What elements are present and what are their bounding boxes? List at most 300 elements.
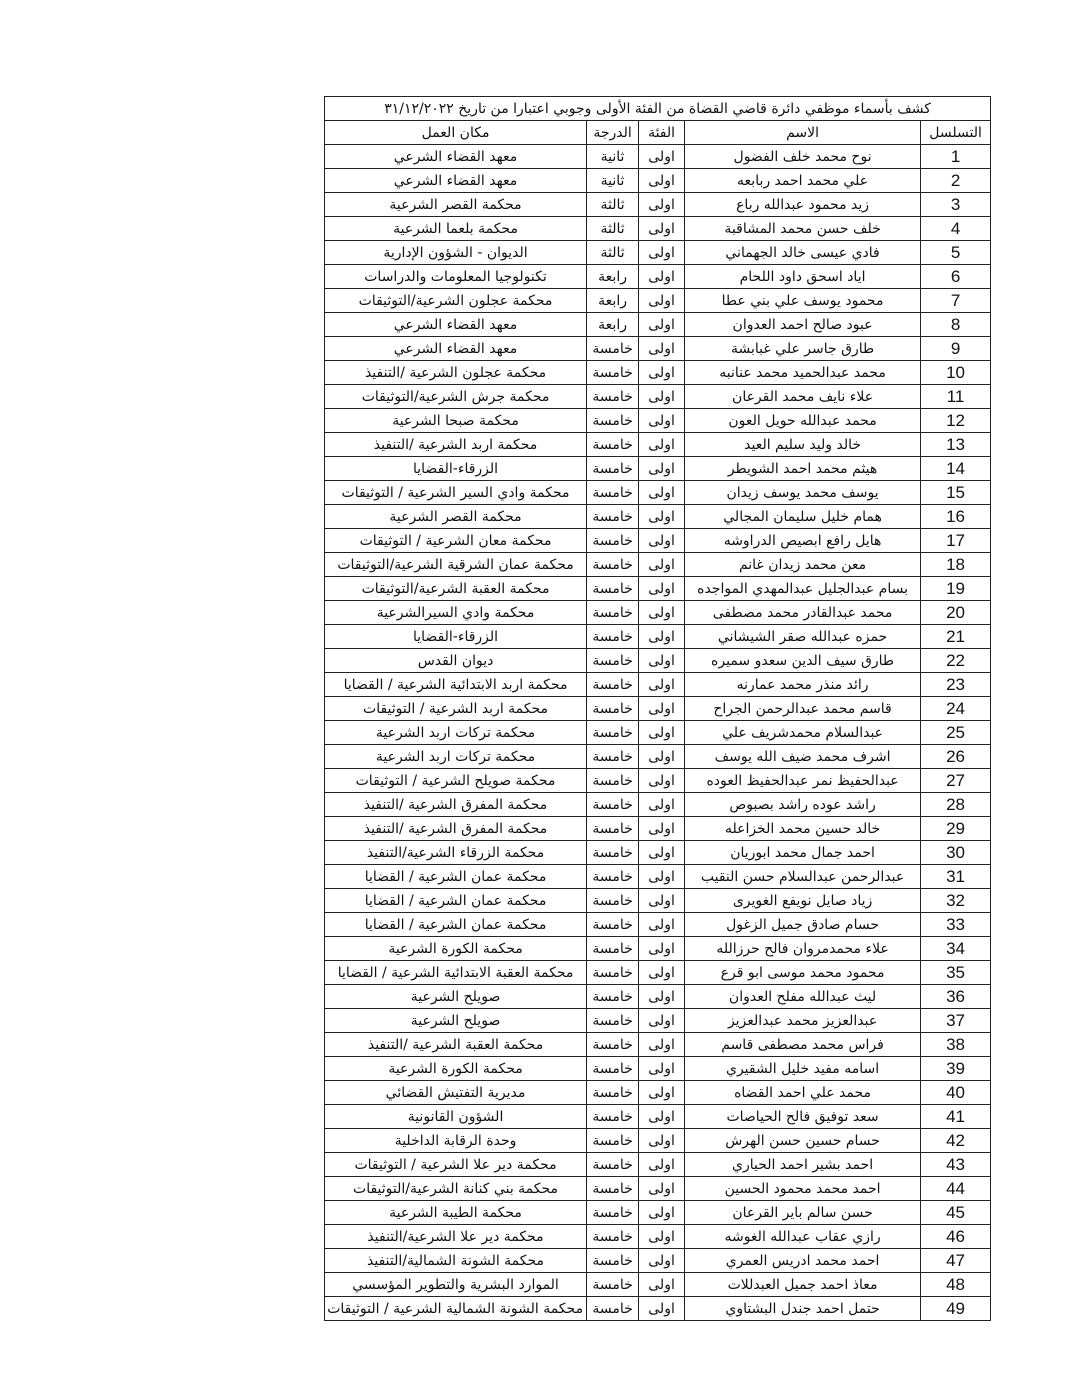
cell-category: اولى <box>639 481 685 505</box>
cell-name: معن محمد زيدان غانم <box>685 553 921 577</box>
table-row <box>325 937 991 961</box>
table-row <box>325 289 991 313</box>
cell-seq: 31 <box>921 865 991 889</box>
cell-grade: ثالثة <box>587 241 639 265</box>
table-row <box>325 145 991 169</box>
cell-name: خالد حسين محمد الخزاعله <box>685 817 921 841</box>
cell-name: فراس محمد مصطفى قاسم <box>685 1033 921 1057</box>
cell-seq: 24 <box>921 697 991 721</box>
cell-workplace: محكمة الزرقاء الشرعية/التنفيذ <box>325 841 587 865</box>
cell-grade: خامسة <box>587 481 639 505</box>
table-row <box>325 1249 991 1273</box>
table-row <box>325 817 991 841</box>
table-row <box>325 865 991 889</box>
cell-seq: 2 <box>921 169 991 193</box>
cell-workplace: صويلح الشرعية <box>325 1009 587 1033</box>
cell-name: عبدالعزيز محمد عبدالعزيز <box>685 1009 921 1033</box>
cell-name: عبدالرحمن عبدالسلام حسن النقيب <box>685 865 921 889</box>
cell-grade: رابعة <box>587 313 639 337</box>
cell-category: اولى <box>639 721 685 745</box>
table-row <box>325 217 991 241</box>
cell-name: معاذ احمد جميل العبدللات <box>685 1273 921 1297</box>
table-row <box>325 889 991 913</box>
cell-workplace: محكمة معان الشرعية / التوثيقات <box>325 529 587 553</box>
cell-grade: خامسة <box>587 817 639 841</box>
cell-seq: 14 <box>921 457 991 481</box>
cell-grade: خامسة <box>587 1249 639 1273</box>
cell-grade: خامسة <box>587 1201 639 1225</box>
cell-name: هيثم محمد احمد الشويطر <box>685 457 921 481</box>
cell-category: اولى <box>639 793 685 817</box>
header-category: الفئة <box>639 121 685 145</box>
cell-seq: 30 <box>921 841 991 865</box>
cell-grade: خامسة <box>587 553 639 577</box>
cell-workplace: محكمة الشونة الشمالية الشرعية / التوثيقات <box>325 1297 587 1321</box>
table-row <box>325 649 991 673</box>
table-row <box>325 1297 991 1321</box>
cell-grade: خامسة <box>587 1105 639 1129</box>
cell-name: احمد جمال محمد ابوريان <box>685 841 921 865</box>
cell-category: اولى <box>639 1009 685 1033</box>
cell-workplace: محكمة الكورة الشرعية <box>325 937 587 961</box>
table-row <box>325 1129 991 1153</box>
cell-workplace: محكمة اربد الشرعية / التوثيقات <box>325 697 587 721</box>
cell-category: اولى <box>639 769 685 793</box>
cell-workplace: الموارد البشرية والتطوير المؤسسي <box>325 1273 587 1297</box>
table-row <box>325 841 991 865</box>
cell-workplace: محكمة الطيبة الشرعية <box>325 1201 587 1225</box>
cell-seq: 33 <box>921 913 991 937</box>
cell-seq: 9 <box>921 337 991 361</box>
cell-seq: 20 <box>921 601 991 625</box>
cell-seq: 6 <box>921 265 991 289</box>
cell-workplace: الزرقاء-القضايا <box>325 625 587 649</box>
table-row <box>325 601 991 625</box>
cell-seq: 1 <box>921 145 991 169</box>
cell-seq: 7 <box>921 289 991 313</box>
cell-name: حسن سالم باير القرعان <box>685 1201 921 1225</box>
cell-name: علي محمد احمد ربابعه <box>685 169 921 193</box>
document-title: كشف بأسماء موظفي دائرة قاضي القضاة من الفئة الأولى وجوبي اعتبارا من تاريخ ٣١/١٢/٢٠٢٢ <box>325 97 991 121</box>
cell-workplace: صويلح الشرعية <box>325 985 587 1009</box>
header-grade: الدرجة <box>587 121 639 145</box>
cell-name: خالد وليد سليم العيد <box>685 433 921 457</box>
cell-seq: 27 <box>921 769 991 793</box>
cell-category: اولى <box>639 1057 685 1081</box>
cell-seq: 47 <box>921 1249 991 1273</box>
cell-seq: 38 <box>921 1033 991 1057</box>
cell-seq: 10 <box>921 361 991 385</box>
cell-name: ليث عبدالله مفلح العدوان <box>685 985 921 1009</box>
employee-table <box>324 96 991 1321</box>
cell-category: اولى <box>639 1129 685 1153</box>
cell-seq: 12 <box>921 409 991 433</box>
cell-category: اولى <box>639 673 685 697</box>
cell-grade: خامسة <box>587 697 639 721</box>
cell-workplace: محكمة القصر الشرعية <box>325 193 587 217</box>
cell-workplace: محكمة وادي السير الشرعية / التوثيقات <box>325 481 587 505</box>
cell-name: عبود صالح احمد العدوان <box>685 313 921 337</box>
cell-workplace: محكمة اربد الشرعية /التنفيذ <box>325 433 587 457</box>
cell-grade: خامسة <box>587 385 639 409</box>
cell-workplace: معهد القضاء الشرعي <box>325 169 587 193</box>
table-row <box>325 625 991 649</box>
cell-grade: خامسة <box>587 649 639 673</box>
cell-workplace: محكمة صويلح الشرعية / التوثيقات <box>325 769 587 793</box>
cell-category: اولى <box>639 505 685 529</box>
table-row <box>325 769 991 793</box>
cell-grade: رابعة <box>587 289 639 313</box>
cell-seq: 49 <box>921 1297 991 1321</box>
cell-seq: 11 <box>921 385 991 409</box>
cell-name: زياد صايل نويفع الغويرى <box>685 889 921 913</box>
cell-name: عبدالحفيظ نمر عبدالحفيظ العوده <box>685 769 921 793</box>
cell-grade: خامسة <box>587 841 639 865</box>
cell-seq: 48 <box>921 1273 991 1297</box>
cell-workplace: محكمة العقبة الابتدائية الشرعية / القضايا <box>325 961 587 985</box>
table-row <box>325 457 991 481</box>
cell-seq: 4 <box>921 217 991 241</box>
cell-name: راشد عوده راشد بصبوص <box>685 793 921 817</box>
cell-category: اولى <box>639 1297 685 1321</box>
cell-workplace: محكمة القصر الشرعية <box>325 505 587 529</box>
table-row <box>325 913 991 937</box>
cell-grade: خامسة <box>587 337 639 361</box>
cell-workplace: مديرية التفتيش القضائي <box>325 1081 587 1105</box>
cell-name: حمزه عبدالله صقر الشيشاني <box>685 625 921 649</box>
cell-name: يوسف محمد يوسف زيدان <box>685 481 921 505</box>
cell-workplace: محكمة تركات اربد الشرعية <box>325 745 587 769</box>
cell-seq: 23 <box>921 673 991 697</box>
cell-grade: خامسة <box>587 985 639 1009</box>
cell-name: اياد اسحق داود اللحام <box>685 265 921 289</box>
cell-category: اولى <box>639 1177 685 1201</box>
cell-category: اولى <box>639 313 685 337</box>
table-row <box>325 337 991 361</box>
cell-workplace: وحدة الرقابة الداخلية <box>325 1129 587 1153</box>
table-row <box>325 361 991 385</box>
cell-category: اولى <box>639 361 685 385</box>
cell-name: محمد عبدالحميد محمد عنانبه <box>685 361 921 385</box>
header-workplace: مكان العمل <box>325 121 587 145</box>
table-row <box>325 1033 991 1057</box>
cell-category: اولى <box>639 145 685 169</box>
cell-name: فادي عيسى خالد الجهماني <box>685 241 921 265</box>
cell-grade: خامسة <box>587 889 639 913</box>
table-row <box>325 313 991 337</box>
table-row <box>325 577 991 601</box>
cell-name: احمد محمد ادريس العمري <box>685 1249 921 1273</box>
cell-workplace: محكمة صبحا الشرعية <box>325 409 587 433</box>
cell-seq: 35 <box>921 961 991 985</box>
cell-category: اولى <box>639 697 685 721</box>
cell-workplace: معهد القضاء الشرعي <box>325 145 587 169</box>
cell-category: اولى <box>639 289 685 313</box>
cell-category: اولى <box>639 193 685 217</box>
cell-workplace: محكمة العقبة الشرعية/التوثيقات <box>325 577 587 601</box>
cell-workplace: محكمة عجلون الشرعية/التوثيقات <box>325 289 587 313</box>
table-row <box>325 961 991 985</box>
cell-name: احمد بشير احمد الحياري <box>685 1153 921 1177</box>
cell-name: علاء نايف محمد القرعان <box>685 385 921 409</box>
cell-grade: خامسة <box>587 529 639 553</box>
cell-name: سعد توفيق فالح الحياصات <box>685 1105 921 1129</box>
table-row <box>325 169 991 193</box>
cell-name: حسام حسين حسن الهرش <box>685 1129 921 1153</box>
cell-grade: خامسة <box>587 1009 639 1033</box>
cell-name: محمود محمد موسى ابو قرع <box>685 961 921 985</box>
table-row <box>325 481 991 505</box>
cell-seq: 19 <box>921 577 991 601</box>
cell-seq: 18 <box>921 553 991 577</box>
cell-workplace: محكمة المفرق الشرعية /التنفيذ <box>325 817 587 841</box>
cell-grade: خامسة <box>587 601 639 625</box>
cell-seq: 44 <box>921 1177 991 1201</box>
cell-category: اولى <box>639 625 685 649</box>
cell-grade: خامسة <box>587 1225 639 1249</box>
cell-seq: 41 <box>921 1105 991 1129</box>
table-row <box>325 745 991 769</box>
cell-grade: خامسة <box>587 913 639 937</box>
cell-name: هايل رافع ابصيص الدراوشه <box>685 529 921 553</box>
cell-grade: خامسة <box>587 673 639 697</box>
header-seq: التسلسل <box>921 121 991 145</box>
cell-grade: رابعة <box>587 265 639 289</box>
cell-category: اولى <box>639 865 685 889</box>
cell-grade: ثالثة <box>587 193 639 217</box>
table-row <box>325 553 991 577</box>
table-row <box>325 1225 991 1249</box>
employee-list-sheet <box>324 96 990 1321</box>
table-row <box>325 241 991 265</box>
cell-category: اولى <box>639 937 685 961</box>
cell-grade: خامسة <box>587 361 639 385</box>
cell-name: طارق جاسر علي غبابشة <box>685 337 921 361</box>
cell-seq: 37 <box>921 1009 991 1033</box>
cell-seq: 21 <box>921 625 991 649</box>
cell-workplace: تكنولوجيا المعلومات والدراسات <box>325 265 587 289</box>
table-row <box>325 1105 991 1129</box>
cell-grade: ثانية <box>587 169 639 193</box>
table-row <box>325 1009 991 1033</box>
cell-category: اولى <box>639 169 685 193</box>
cell-workplace: الديوان - الشؤون الإدارية <box>325 241 587 265</box>
cell-grade: خامسة <box>587 1177 639 1201</box>
cell-seq: 40 <box>921 1081 991 1105</box>
cell-workplace: محكمة العقبة الشرعية /التنفيذ <box>325 1033 587 1057</box>
cell-grade: خامسة <box>587 721 639 745</box>
cell-workplace: محكمة جرش الشرعية/التوثيقات <box>325 385 587 409</box>
cell-name: محمد عبدالقادر محمد مصطفى <box>685 601 921 625</box>
cell-workplace: معهد القضاء الشرعي <box>325 313 587 337</box>
cell-workplace: محكمة تركات اربد الشرعية <box>325 721 587 745</box>
cell-workplace: محكمة بني كنانة الشرعية/التوثيقات <box>325 1177 587 1201</box>
cell-grade: خامسة <box>587 1057 639 1081</box>
table-row <box>325 385 991 409</box>
cell-category: اولى <box>639 649 685 673</box>
cell-workplace: محكمة الكورة الشرعية <box>325 1057 587 1081</box>
cell-category: اولى <box>639 337 685 361</box>
cell-name: نوح محمد خلف الفضول <box>685 145 921 169</box>
cell-seq: 15 <box>921 481 991 505</box>
cell-grade: ثالثة <box>587 217 639 241</box>
table-row <box>325 1153 991 1177</box>
cell-seq: 26 <box>921 745 991 769</box>
cell-grade: خامسة <box>587 937 639 961</box>
cell-name: طارق سيف الدين سعدو سميره <box>685 649 921 673</box>
cell-workplace: محكمة عجلون الشرعية /التنفيذ <box>325 361 587 385</box>
cell-seq: 8 <box>921 313 991 337</box>
table-row <box>325 1273 991 1297</box>
table-row <box>325 1177 991 1201</box>
cell-grade: خامسة <box>587 1081 639 1105</box>
cell-category: اولى <box>639 433 685 457</box>
table-row <box>325 1201 991 1225</box>
cell-grade: خامسة <box>587 625 639 649</box>
cell-seq: 45 <box>921 1201 991 1225</box>
cell-category: اولى <box>639 385 685 409</box>
cell-category: اولى <box>639 1225 685 1249</box>
cell-category: اولى <box>639 745 685 769</box>
cell-category: اولى <box>639 1201 685 1225</box>
cell-grade: خامسة <box>587 1153 639 1177</box>
cell-workplace: محكمة عمان الشرعية / القضايا <box>325 865 587 889</box>
cell-seq: 43 <box>921 1153 991 1177</box>
table-row <box>325 193 991 217</box>
cell-name: خلف حسن محمد المشاقبة <box>685 217 921 241</box>
table-row <box>325 409 991 433</box>
cell-workplace: محكمة الشونة الشمالية/التنفيذ <box>325 1249 587 1273</box>
cell-seq: 16 <box>921 505 991 529</box>
cell-workplace: الشؤون القانونية <box>325 1105 587 1129</box>
table-row <box>325 697 991 721</box>
cell-seq: 22 <box>921 649 991 673</box>
cell-category: اولى <box>639 985 685 1009</box>
cell-seq: 17 <box>921 529 991 553</box>
table-row <box>325 265 991 289</box>
table-row <box>325 985 991 1009</box>
cell-name: محمد علي احمد القضاه <box>685 1081 921 1105</box>
cell-name: علاء محمدمروان فالح حرزالله <box>685 937 921 961</box>
cell-category: اولى <box>639 1273 685 1297</box>
cell-name: بسام عبدالجليل عبدالمهدي المواجده <box>685 577 921 601</box>
header-row <box>325 121 991 145</box>
cell-workplace: محكمة عمان الشرقية الشرعية/التوثيقات <box>325 553 587 577</box>
cell-seq: 42 <box>921 1129 991 1153</box>
cell-workplace: محكمة بلعما الشرعية <box>325 217 587 241</box>
cell-seq: 32 <box>921 889 991 913</box>
cell-seq: 39 <box>921 1057 991 1081</box>
cell-category: اولى <box>639 553 685 577</box>
cell-category: اولى <box>639 1081 685 1105</box>
cell-category: اولى <box>639 457 685 481</box>
cell-name: همام خليل سليمان المجالي <box>685 505 921 529</box>
cell-workplace: محكمة وادي السيرالشرعية <box>325 601 587 625</box>
cell-name: اشرف محمد ضيف الله يوسف <box>685 745 921 769</box>
cell-category: اولى <box>639 241 685 265</box>
cell-name: احمد محمد محمود الحسين <box>685 1177 921 1201</box>
cell-seq: 36 <box>921 985 991 1009</box>
cell-category: اولى <box>639 817 685 841</box>
cell-grade: خامسة <box>587 1273 639 1297</box>
cell-seq: 5 <box>921 241 991 265</box>
cell-workplace: الزرقاء-القضايا <box>325 457 587 481</box>
table-row <box>325 505 991 529</box>
cell-category: اولى <box>639 1105 685 1129</box>
cell-workplace: محكمة المفرق الشرعية /التنفيذ <box>325 793 587 817</box>
cell-grade: خامسة <box>587 577 639 601</box>
cell-grade: خامسة <box>587 865 639 889</box>
cell-grade: خامسة <box>587 505 639 529</box>
cell-seq: 25 <box>921 721 991 745</box>
cell-name: رازي عقاب عبدالله الغوشه <box>685 1225 921 1249</box>
cell-grade: ثانية <box>587 145 639 169</box>
cell-name: اسامه مفيد خليل الشقيري <box>685 1057 921 1081</box>
cell-seq: 28 <box>921 793 991 817</box>
cell-grade: خامسة <box>587 457 639 481</box>
cell-category: اولى <box>639 889 685 913</box>
cell-workplace: ديوان القدس <box>325 649 587 673</box>
cell-name: رائد منذر محمد عمارنه <box>685 673 921 697</box>
cell-workplace: محكمة اربد الابتدائية الشرعية / القضايا <box>325 673 587 697</box>
cell-seq: 29 <box>921 817 991 841</box>
cell-seq: 3 <box>921 193 991 217</box>
cell-workplace: معهد القضاء الشرعي <box>325 337 587 361</box>
cell-category: اولى <box>639 913 685 937</box>
table-row <box>325 433 991 457</box>
table-row <box>325 1057 991 1081</box>
cell-category: اولى <box>639 529 685 553</box>
cell-grade: خامسة <box>587 793 639 817</box>
table-row <box>325 721 991 745</box>
cell-workplace: محكمة عمان الشرعية / القضايا <box>325 889 587 913</box>
table-row <box>325 529 991 553</box>
cell-category: اولى <box>639 841 685 865</box>
cell-category: اولى <box>639 409 685 433</box>
cell-workplace: محكمة دير علا الشرعية / التوثيقات <box>325 1153 587 1177</box>
cell-seq: 13 <box>921 433 991 457</box>
cell-category: اولى <box>639 217 685 241</box>
table-row <box>325 673 991 697</box>
cell-workplace: محكمة دير علا الشرعية/التنفيذ <box>325 1225 587 1249</box>
cell-category: اولى <box>639 1153 685 1177</box>
cell-grade: خامسة <box>587 1297 639 1321</box>
cell-seq: 46 <box>921 1225 991 1249</box>
cell-grade: خامسة <box>587 409 639 433</box>
table-body <box>325 145 991 1321</box>
table-row <box>325 793 991 817</box>
cell-seq: 34 <box>921 937 991 961</box>
cell-name: محمود يوسف علي بني عطا <box>685 289 921 313</box>
cell-category: اولى <box>639 265 685 289</box>
cell-name: عبدالسلام محمدشريف علي <box>685 721 921 745</box>
cell-grade: خامسة <box>587 961 639 985</box>
cell-grade: خامسة <box>587 1129 639 1153</box>
cell-name: حسام صادق جميل الزغول <box>685 913 921 937</box>
cell-grade: خامسة <box>587 745 639 769</box>
cell-category: اولى <box>639 961 685 985</box>
table-row <box>325 1081 991 1105</box>
cell-category: اولى <box>639 1249 685 1273</box>
cell-workplace: محكمة عمان الشرعية / القضايا <box>325 913 587 937</box>
cell-name: محمد عبدالله حويل العون <box>685 409 921 433</box>
cell-grade: خامسة <box>587 1033 639 1057</box>
cell-category: اولى <box>639 1033 685 1057</box>
cell-grade: خامسة <box>587 769 639 793</box>
cell-name: زيد محمود عبدالله رباع <box>685 193 921 217</box>
cell-name: قاسم محمد عبدالرحمن الجراح <box>685 697 921 721</box>
header-name: الاسم <box>685 121 921 145</box>
